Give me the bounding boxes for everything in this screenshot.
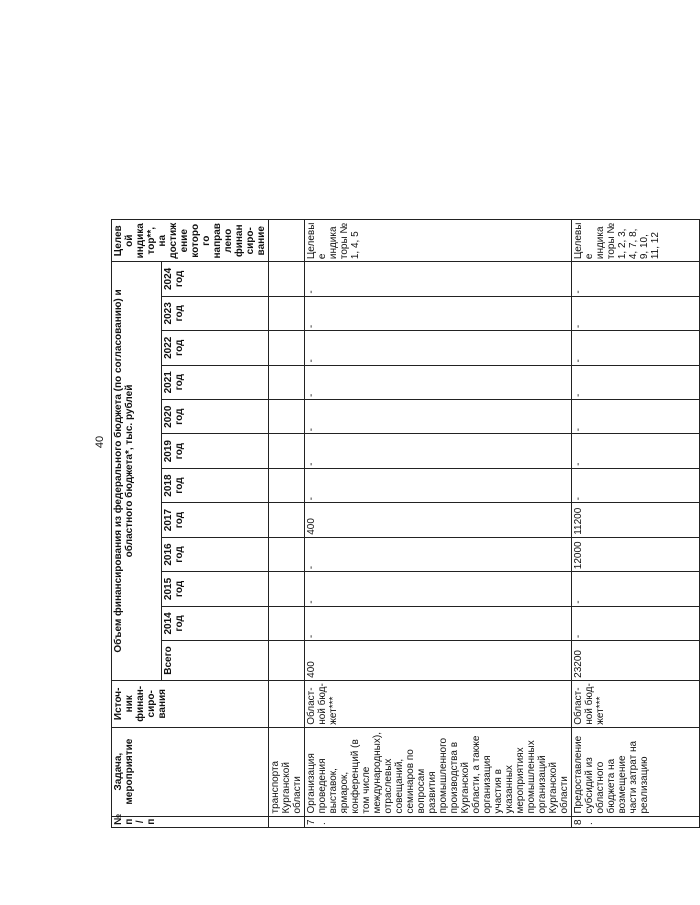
- cell-task: Предоставление субсидий из областного бюджета на возмещение части затрат на реализацию: [572, 727, 700, 816]
- cell-year: [269, 365, 305, 399]
- cell-year: -: [305, 537, 572, 571]
- cell-year: -: [572, 434, 700, 468]
- spacer: [112, 58, 269, 220]
- cell-year: [269, 262, 305, 296]
- cell-num: [269, 816, 305, 827]
- cell-source: Област-ной бюд-жет***: [572, 680, 700, 727]
- cell-year: -: [305, 399, 572, 433]
- cell-year: -: [572, 572, 700, 606]
- cell-year: -: [305, 262, 572, 296]
- cell-num: 7.: [305, 816, 572, 827]
- cell-year: [269, 468, 305, 502]
- cell-year: [269, 331, 305, 365]
- header-year: 2020 год: [162, 399, 269, 433]
- cell-year: [269, 296, 305, 330]
- cell-year: [269, 434, 305, 468]
- cell-year: -: [572, 296, 700, 330]
- cell-year: -: [305, 365, 572, 399]
- cell-year: [269, 572, 305, 606]
- cell-num: 8.: [572, 816, 700, 827]
- cell-indicator: [269, 220, 305, 262]
- header-num: № п/п: [112, 816, 269, 827]
- cell-year: -: [572, 606, 700, 640]
- cell-year: -: [305, 468, 572, 502]
- header-year: 2021 год: [162, 365, 269, 399]
- header-year: 2022 год: [162, 331, 269, 365]
- cell-source: Област-ной бюд-жет***: [305, 680, 572, 727]
- cell-total: [269, 641, 305, 681]
- table-row: [572, 58, 700, 828]
- cell-year: 11200: [572, 503, 700, 537]
- cell-year: [269, 503, 305, 537]
- header-year: 2017 год: [162, 503, 269, 537]
- cell-year: -: [572, 468, 700, 502]
- cell-year: 12000: [572, 537, 700, 571]
- cell-year: -: [572, 262, 700, 296]
- header-row-1: [112, 58, 162, 828]
- cell-indicator: Целевые индикаторы № 1, 4, 5: [305, 220, 572, 262]
- page-number: 40: [94, 435, 106, 449]
- header-task: Задача, мероприятие: [112, 727, 269, 816]
- cell-year: [269, 399, 305, 433]
- cell-task: Организация проведения выставок, ярмарок, конференций (в том числе международных), отраслевых совещаний, семинаров по вопросам развития промышленного производства в Курганской области, а также организация участия в указанных мероприятиях промышленных организаций Курганской области: [305, 727, 572, 816]
- cell-year: -: [305, 606, 572, 640]
- header-year: 2023 год: [162, 296, 269, 330]
- cell-year: [269, 537, 305, 571]
- cell-year: -: [305, 331, 572, 365]
- cell-task: транспорта Курганской области: [269, 727, 305, 816]
- header-year: 2016 год: [162, 537, 269, 571]
- cell-total: 23200: [572, 641, 700, 681]
- cell-year: -: [572, 331, 700, 365]
- header-source: Источ-ник финан-сиро-вания: [112, 680, 269, 727]
- header-year: 2019 год: [162, 434, 269, 468]
- table-row: [269, 58, 305, 828]
- cell-year: -: [572, 365, 700, 399]
- cell-total: 400: [305, 641, 572, 681]
- cell-year: -: [305, 434, 572, 468]
- header-year: 2015 год: [162, 572, 269, 606]
- header-year: 2014 год: [162, 606, 269, 640]
- cell-indicator: Целевые индикаторы № 1, 2, 3, 4, 7, 8, 9, 10, 11, 12: [572, 220, 700, 262]
- table-row: [305, 58, 572, 828]
- header-total: Всего: [162, 641, 269, 681]
- cell-year: -: [572, 399, 700, 433]
- cell-source: [269, 680, 305, 727]
- header-year: 2024 год: [162, 262, 269, 296]
- rotated-table-container: [111, 58, 661, 828]
- header-volume: Объем финансирования из федерального бюджета (по согласованию) и областного бюджета*, тыс. рублей: [112, 262, 162, 681]
- cell-year: 400: [305, 503, 572, 537]
- financing-table: [111, 58, 700, 828]
- header-year: 2018 год: [162, 468, 269, 502]
- cell-year: -: [305, 572, 572, 606]
- cell-year: -: [305, 296, 572, 330]
- header-indicator: Целевой индикатор**, на достижение которого направлено финансиро-вание: [112, 220, 269, 262]
- cell-year: [269, 606, 305, 640]
